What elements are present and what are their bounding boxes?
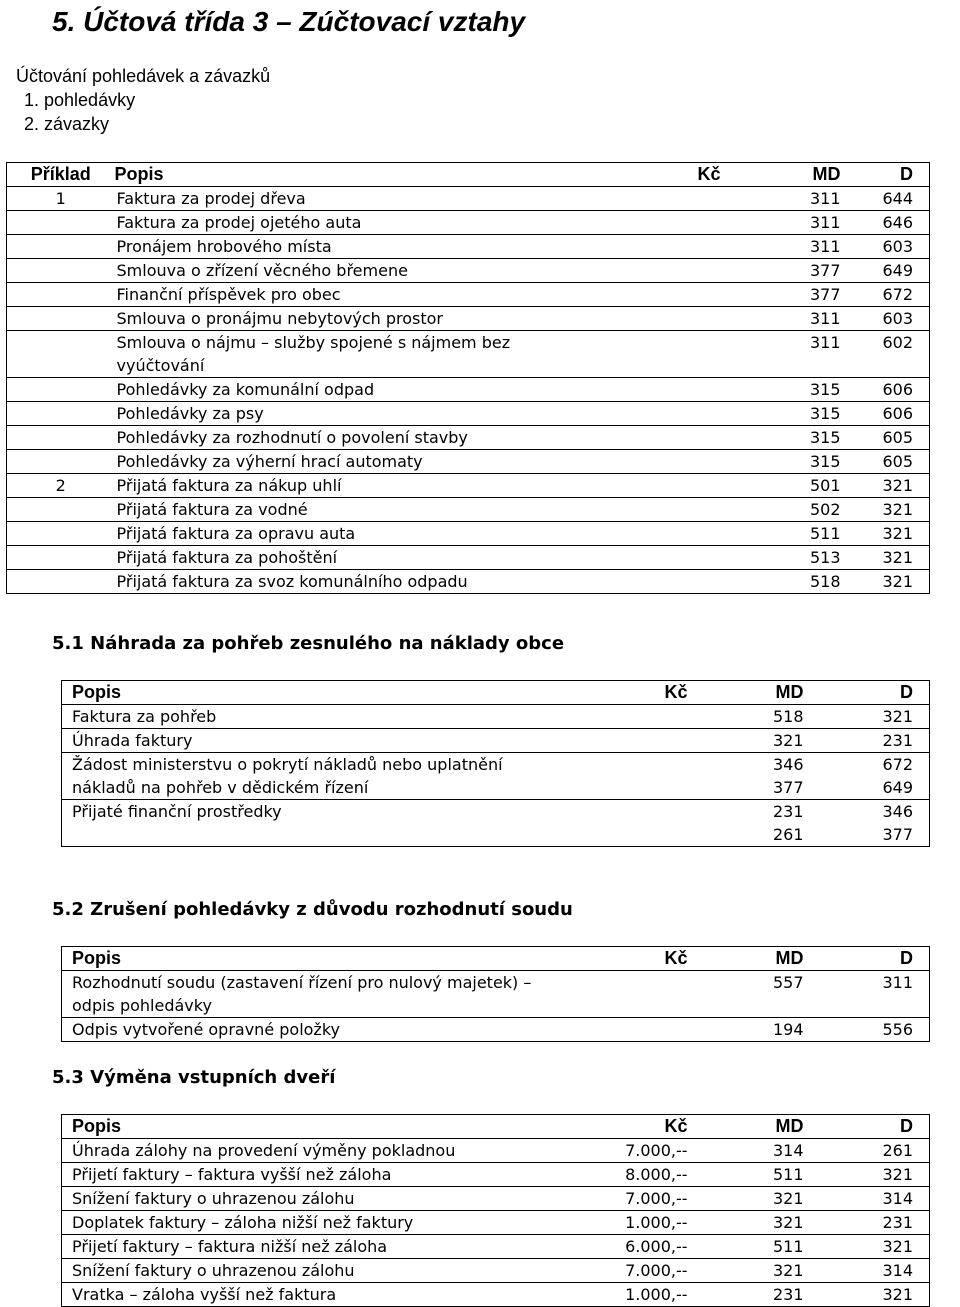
cell-popis: Přijatá faktura za vodné <box>115 498 545 522</box>
table-row <box>62 971 930 1018</box>
cell-popis: Rozhodnutí soudu (zastavení řízení pro nulový majetek) – odpis pohledávky <box>62 971 582 1018</box>
col-header-md: MD <box>702 681 812 705</box>
col-header-d: D <box>812 681 930 705</box>
col-header-kc: Kč <box>582 681 702 705</box>
cell-md: 311 <box>765 331 849 378</box>
section-title: Náhrada za pohřeb zesnulého na náklady obce <box>90 633 565 654</box>
col-header-priklad: Příklad <box>7 163 115 187</box>
table-row <box>7 546 930 570</box>
cell-popis: Faktura za pohřeb <box>62 705 582 729</box>
cell-d: 321 <box>849 474 930 498</box>
cell-kc: 7.000,-- <box>582 1139 702 1163</box>
cell-kc: 1.000,-- <box>582 1211 702 1235</box>
cell-kc: 7.000,-- <box>582 1187 702 1211</box>
table-row <box>7 211 930 235</box>
cell-popis: Pohledávky za komunální odpad <box>115 378 545 402</box>
cell-md: 315 <box>765 402 849 426</box>
table-row <box>7 474 930 498</box>
cell-d: 321 <box>849 498 930 522</box>
table-section-5-3 <box>61 1114 930 1307</box>
cell-popis: Přijetí faktury – faktura vyšší než záloha <box>62 1163 582 1187</box>
cell-kc <box>582 705 702 729</box>
cell-kc <box>582 753 702 800</box>
cell-priklad <box>7 522 115 546</box>
col-header-md: MD <box>702 947 812 971</box>
cell-popis: Smlouva o zřízení věcného břemene <box>115 259 545 283</box>
cell-popis: Pronájem hrobového místa <box>115 235 545 259</box>
cell-priklad <box>7 259 115 283</box>
cell-kc: 6.000,-- <box>582 1235 702 1259</box>
cell-md: 377 <box>765 259 849 283</box>
cell-md: 511 <box>702 1235 812 1259</box>
cell-md: 311 <box>765 187 849 211</box>
table-row <box>62 729 930 753</box>
cell-priklad <box>7 307 115 331</box>
table-section-5-1 <box>61 680 930 847</box>
cell-kc <box>545 474 765 498</box>
cell-md: 501 <box>765 474 849 498</box>
cell-popis: Pohledávky za výherní hrací automaty <box>115 450 545 474</box>
cell-kc <box>545 283 765 307</box>
cell-d: 321 <box>812 1163 930 1187</box>
cell-kc <box>582 800 702 847</box>
cell-md: 311 <box>765 211 849 235</box>
cell-d: 556 <box>812 1018 930 1042</box>
table-header-row <box>62 1115 930 1139</box>
cell-d: 646 <box>849 211 930 235</box>
cell-md: 502 <box>765 498 849 522</box>
cell-kc: 8.000,-- <box>582 1163 702 1187</box>
cell-popis: Úhrada zálohy na provedení výměny pokladnou <box>62 1139 582 1163</box>
cell-d: 672 <box>849 283 930 307</box>
cell-md: 518 <box>765 570 849 594</box>
table-row <box>7 402 930 426</box>
section-number: 5.2 <box>52 899 84 920</box>
table-header-row <box>62 947 930 971</box>
cell-md: 511 <box>765 522 849 546</box>
cell-priklad: 1 <box>7 187 115 211</box>
cell-kc <box>545 426 765 450</box>
cell-popis: Přijaté finanční prostředky <box>62 800 582 847</box>
cell-priklad <box>7 570 115 594</box>
cell-priklad <box>7 283 115 307</box>
col-header-popis: Popis <box>115 163 545 187</box>
cell-d: 606 <box>849 378 930 402</box>
cell-md: 231 261 <box>702 800 812 847</box>
cell-popis: Smlouva o nájmu – služby spojené s nájmem bez vyúčtování <box>115 331 545 378</box>
col-header-kc: Kč <box>582 947 702 971</box>
cell-kc <box>582 1018 702 1042</box>
cell-md: 321 <box>702 1211 812 1235</box>
cell-md: 518 <box>702 705 812 729</box>
table-row <box>7 522 930 546</box>
section-number: 5.1 <box>52 633 84 654</box>
cell-popis: Přijatá faktura za opravu auta <box>115 522 545 546</box>
cell-priklad <box>7 546 115 570</box>
cell-md: 321 <box>702 729 812 753</box>
table-row <box>7 498 930 522</box>
cell-priklad <box>7 450 115 474</box>
cell-kc <box>545 187 765 211</box>
section-heading-5-3 <box>52 1066 335 1090</box>
table-row <box>7 331 930 378</box>
cell-kc <box>545 259 765 283</box>
col-header-md: MD <box>765 163 849 187</box>
cell-popis: Vratka – záloha vyšší než faktura <box>62 1283 582 1307</box>
cell-kc <box>545 307 765 331</box>
table-header-row <box>62 681 930 705</box>
cell-kc <box>545 211 765 235</box>
cell-kc <box>545 522 765 546</box>
cell-kc <box>545 235 765 259</box>
cell-kc <box>545 331 765 378</box>
col-header-md: MD <box>702 1115 812 1139</box>
cell-md: 557 <box>702 971 812 1018</box>
cell-popis: Smlouva o pronájmu nebytových prostor <box>115 307 545 331</box>
cell-popis: Faktura za prodej ojetého auta <box>115 211 545 235</box>
cell-kc <box>582 971 702 1018</box>
cell-kc <box>545 378 765 402</box>
table-row <box>62 753 930 800</box>
table-row <box>62 1139 930 1163</box>
cell-kc <box>545 450 765 474</box>
cell-kc <box>545 402 765 426</box>
cell-d: 672 649 <box>812 753 930 800</box>
cell-d: 314 <box>812 1259 930 1283</box>
cell-popis: Snížení faktury o uhrazenou zálohu <box>62 1259 582 1283</box>
table-row <box>62 1235 930 1259</box>
cell-d: 231 <box>812 729 930 753</box>
cell-popis: Přijatá faktura za pohoštění <box>115 546 545 570</box>
cell-d: 644 <box>849 187 930 211</box>
cell-md: 315 <box>765 450 849 474</box>
cell-popis: Snížení faktury o uhrazenou zálohu <box>62 1187 582 1211</box>
cell-d: 231 <box>812 1211 930 1235</box>
table-row <box>7 259 930 283</box>
cell-md: 321 <box>702 1259 812 1283</box>
col-header-popis: Popis <box>62 681 582 705</box>
cell-d: 603 <box>849 235 930 259</box>
cell-priklad <box>7 378 115 402</box>
table-row <box>7 570 930 594</box>
cell-popis: Přijatá faktura za svoz komunálního odpadu <box>115 570 545 594</box>
table-section-5-2 <box>61 946 930 1042</box>
col-header-kc: Kč <box>545 163 765 187</box>
cell-priklad <box>7 498 115 522</box>
cell-popis: Žádost ministerstvu o pokrytí nákladů nebo uplatnění nákladů na pohřeb v dědickém řízení <box>62 753 582 800</box>
cell-d: 606 <box>849 402 930 426</box>
col-header-popis: Popis <box>62 1115 582 1139</box>
cell-md: 377 <box>765 283 849 307</box>
cell-popis: Finanční příspěvek pro obec <box>115 283 545 307</box>
cell-d: 261 <box>812 1139 930 1163</box>
cell-kc <box>545 498 765 522</box>
cell-priklad: 2 <box>7 474 115 498</box>
cell-md: 311 <box>765 235 849 259</box>
table-row <box>7 235 930 259</box>
cell-md: 231 <box>702 1283 812 1307</box>
cell-kc <box>545 546 765 570</box>
table-row <box>62 1163 930 1187</box>
table-row <box>62 1283 930 1307</box>
cell-d: 314 <box>812 1187 930 1211</box>
cell-d: 605 <box>849 450 930 474</box>
cell-d: 649 <box>849 259 930 283</box>
table-row <box>7 450 930 474</box>
cell-md: 511 <box>702 1163 812 1187</box>
cell-priklad <box>7 211 115 235</box>
cell-md: 346 377 <box>702 753 812 800</box>
cell-md: 194 <box>702 1018 812 1042</box>
cell-md: 315 <box>765 378 849 402</box>
table-row <box>7 307 930 331</box>
table-examples <box>6 162 930 594</box>
cell-popis: Úhrada faktury <box>62 729 582 753</box>
intro-heading: Účtování pohledávek a závazků <box>16 66 271 86</box>
section-heading-5-1 <box>52 632 564 656</box>
section-title: Zrušení pohledávky z důvodu rozhodnutí soudu <box>90 899 573 920</box>
col-header-popis: Popis <box>62 947 582 971</box>
col-header-d: D <box>812 947 930 971</box>
table-row <box>7 283 930 307</box>
cell-md: 513 <box>765 546 849 570</box>
section-heading-5-2 <box>52 898 573 922</box>
cell-priklad <box>7 235 115 259</box>
col-header-d: D <box>812 1115 930 1139</box>
page-title: 5. Účtová třída 3 – Zúčtovací vztahy <box>52 6 526 37</box>
cell-md: 311 <box>765 307 849 331</box>
cell-kc <box>545 570 765 594</box>
cell-d: 321 <box>849 522 930 546</box>
cell-kc: 1.000,-- <box>582 1283 702 1307</box>
cell-popis: Přijetí faktury – faktura nižší než záloha <box>62 1235 582 1259</box>
cell-d: 321 <box>812 705 930 729</box>
cell-md: 315 <box>765 426 849 450</box>
cell-d: 603 <box>849 307 930 331</box>
cell-popis: Pohledávky za psy <box>115 402 545 426</box>
col-header-kc: Kč <box>582 1115 702 1139</box>
cell-popis: Doplatek faktury – záloha nižší než faktury <box>62 1211 582 1235</box>
cell-priklad <box>7 331 115 378</box>
table-row <box>7 187 930 211</box>
intro-item: 1. pohledávky <box>24 90 136 110</box>
cell-md: 314 <box>702 1139 812 1163</box>
intro-block <box>16 64 270 136</box>
cell-d: 311 <box>812 971 930 1018</box>
cell-d: 346 377 <box>812 800 930 847</box>
cell-popis: Faktura za prodej dřeva <box>115 187 545 211</box>
cell-priklad <box>7 426 115 450</box>
cell-popis: Pohledávky za rozhodnutí o povolení stavby <box>115 426 545 450</box>
cell-popis: Přijatá faktura za nákup uhlí <box>115 474 545 498</box>
cell-kc: 7.000,-- <box>582 1259 702 1283</box>
table-row <box>62 1018 930 1042</box>
table-row <box>62 1259 930 1283</box>
table-row <box>62 800 930 847</box>
table-row <box>7 378 930 402</box>
col-header-d: D <box>849 163 930 187</box>
cell-md: 321 <box>702 1187 812 1211</box>
cell-priklad <box>7 402 115 426</box>
table-row <box>62 705 930 729</box>
table-row <box>62 1187 930 1211</box>
intro-item: 2. závazky <box>24 114 110 134</box>
cell-d: 321 <box>849 570 930 594</box>
table-row <box>62 1211 930 1235</box>
section-title: Výměna vstupních dveří <box>90 1067 336 1088</box>
cell-d: 321 <box>812 1235 930 1259</box>
table-header-row <box>7 163 930 187</box>
cell-d: 321 <box>849 546 930 570</box>
section-number: 5.3 <box>52 1067 84 1088</box>
cell-kc <box>582 729 702 753</box>
cell-d: 605 <box>849 426 930 450</box>
cell-popis: Odpis vytvořené opravné položky <box>62 1018 582 1042</box>
cell-d: 602 <box>849 331 930 378</box>
cell-d: 321 <box>812 1283 930 1307</box>
table-row <box>7 426 930 450</box>
